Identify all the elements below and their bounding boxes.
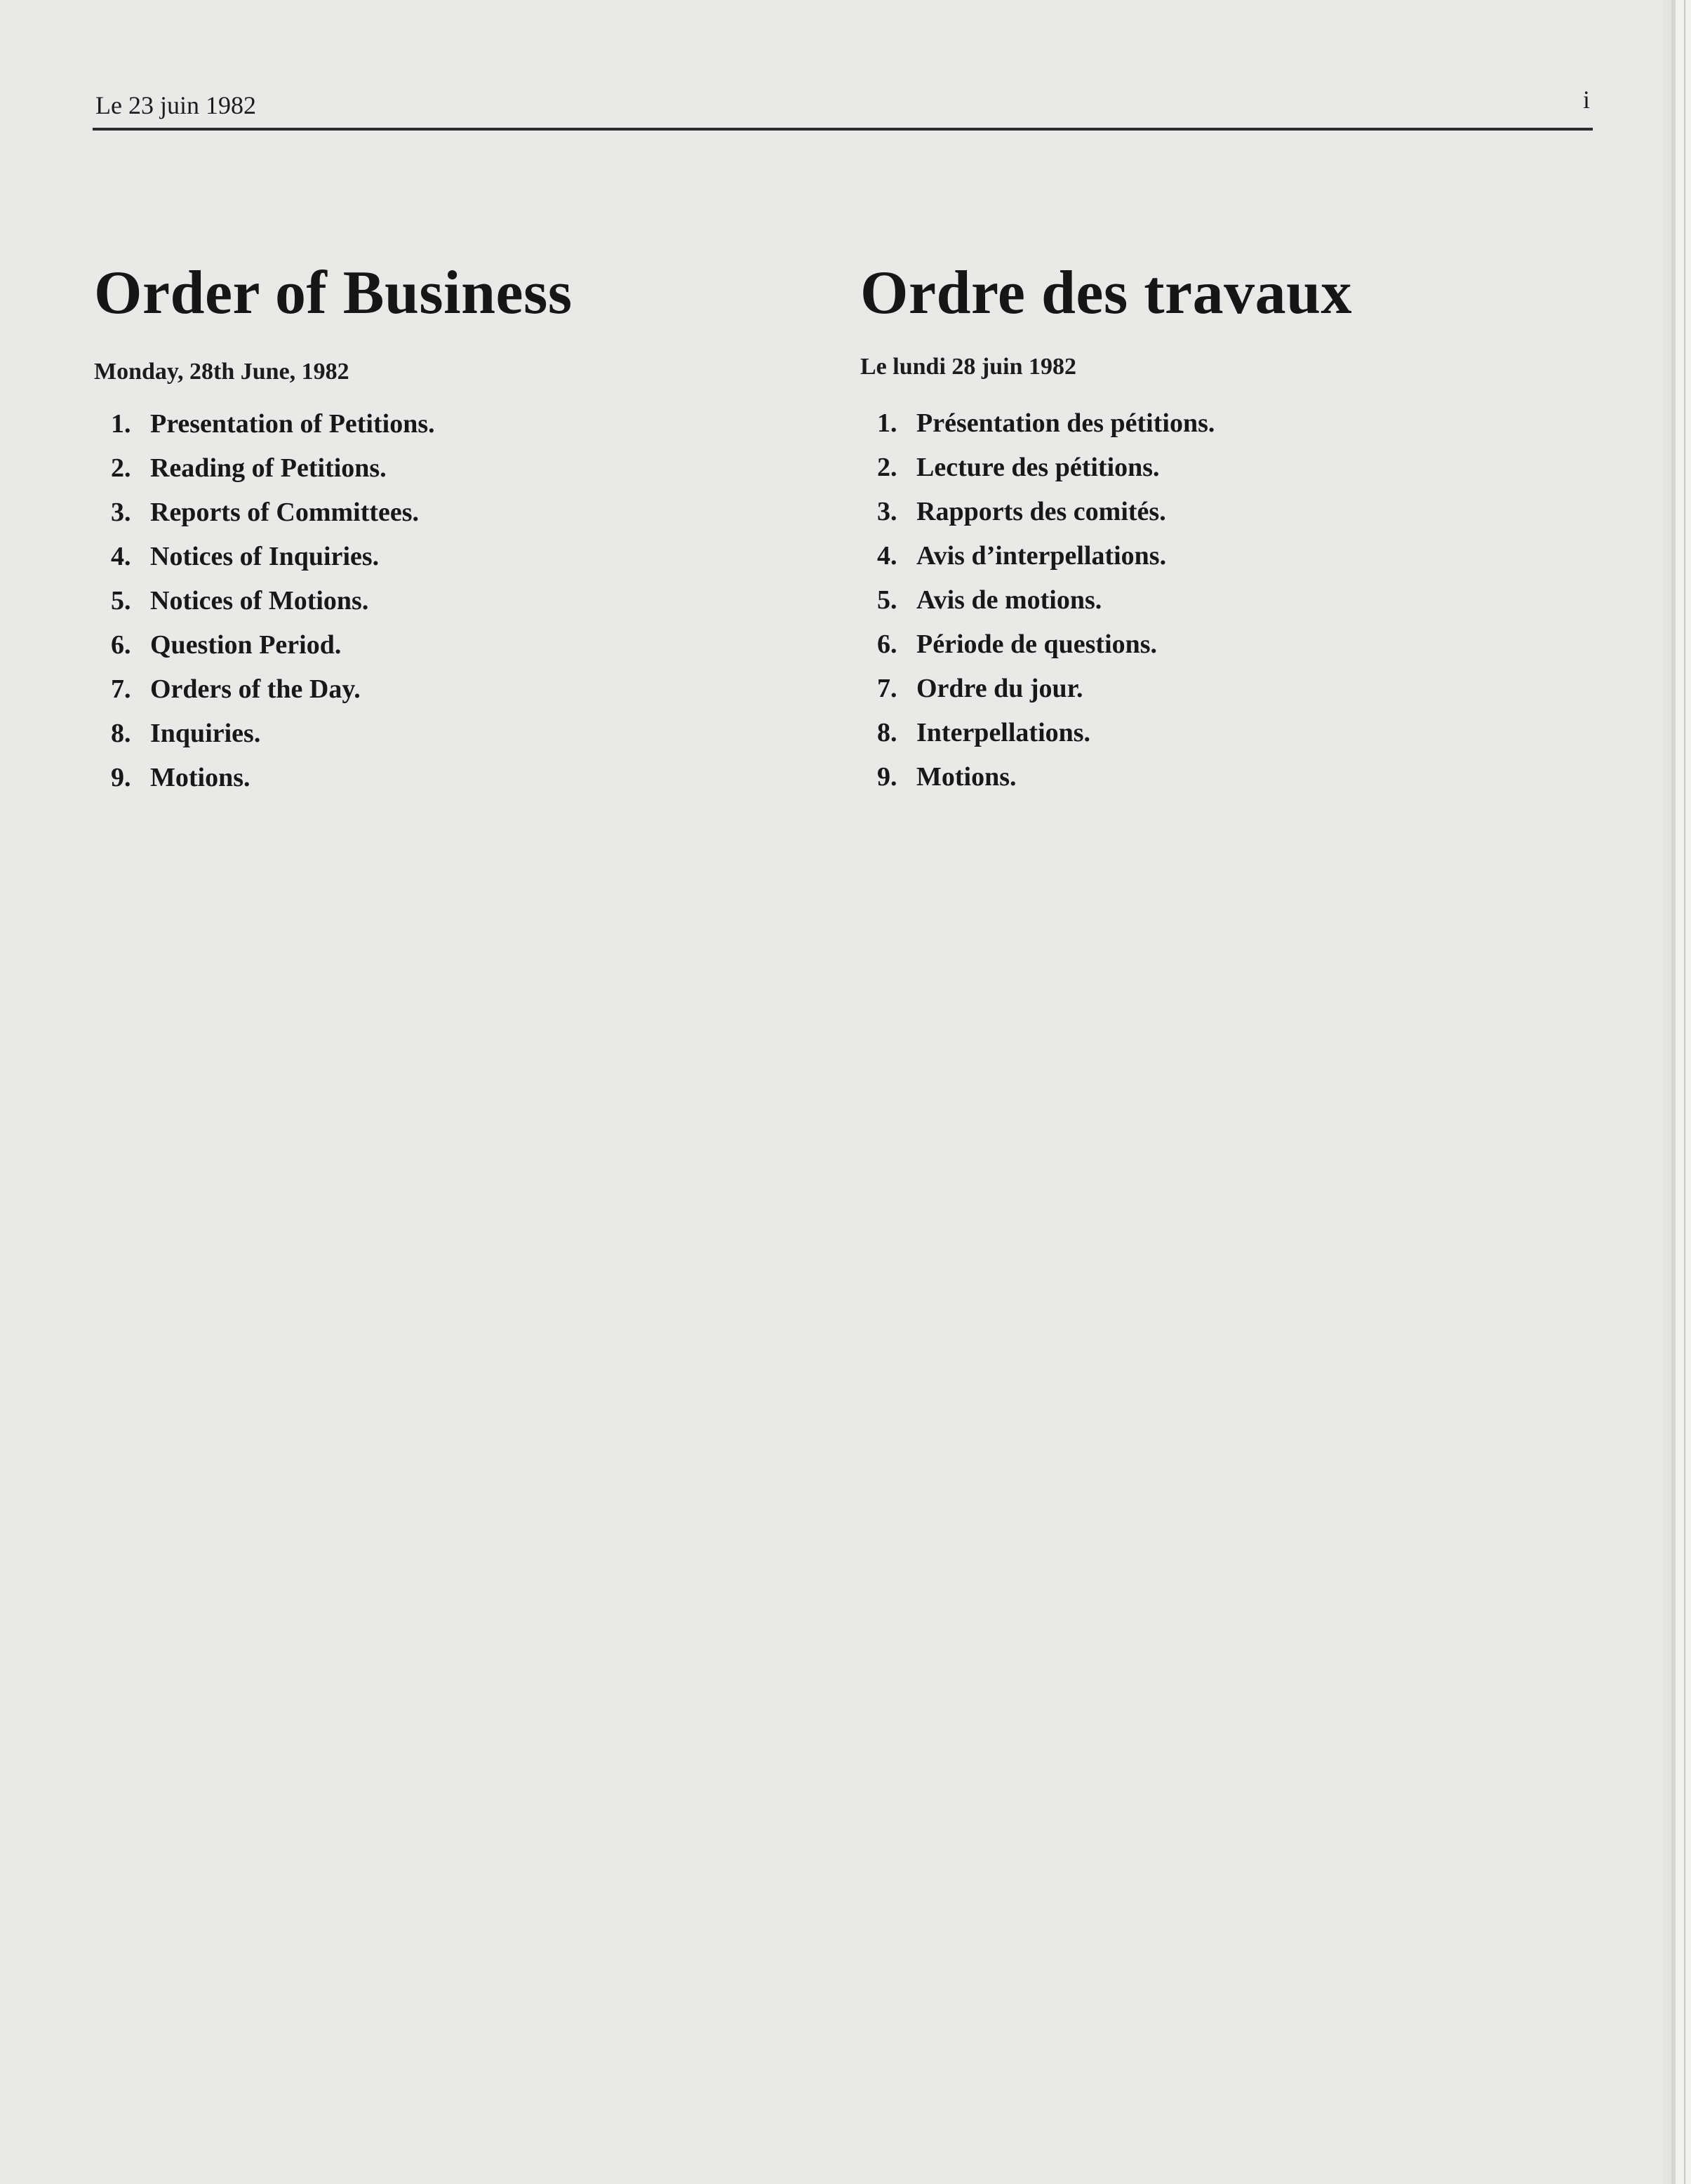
- item-label: Période de questions.: [916, 630, 1158, 659]
- item-number: 5.: [877, 585, 897, 615]
- item-label: Orders of the Day.: [150, 674, 361, 704]
- item-number: 3.: [877, 497, 897, 526]
- item-label: Inquiries.: [150, 719, 261, 748]
- list-item: [877, 755, 1604, 799]
- item-label: Avis de motions.: [916, 585, 1102, 615]
- item-label: Notices of Motions.: [150, 586, 369, 615]
- item-number: 2.: [111, 453, 131, 483]
- item-label: Lecture des pétitions.: [916, 453, 1160, 482]
- page-edge: [1676, 0, 1691, 2184]
- item-number: 9.: [111, 763, 131, 792]
- item-label: Motions.: [150, 763, 250, 792]
- list-item: [111, 579, 838, 623]
- list-item: [877, 667, 1604, 711]
- item-label: Ordre du jour.: [916, 674, 1083, 703]
- item-number: 7.: [877, 674, 897, 703]
- item-number: 9.: [877, 762, 897, 792]
- list-item: [877, 446, 1604, 490]
- item-number: 2.: [877, 453, 897, 482]
- item-number: 5.: [111, 586, 131, 615]
- english-title: Order of Business: [94, 259, 573, 327]
- list-item: [877, 490, 1604, 534]
- list-item: [111, 667, 838, 712]
- english-date: Monday, 28th June, 1982: [94, 359, 349, 385]
- item-number: 6.: [111, 630, 131, 660]
- item-label: Interpellations.: [916, 718, 1091, 747]
- list-item: [877, 622, 1604, 667]
- list-item: [877, 534, 1604, 578]
- item-label: Question Period.: [150, 630, 342, 660]
- list-item: [111, 756, 838, 800]
- french-order-list: [860, 401, 1604, 799]
- french-date: Le lundi 28 juin 1982: [860, 354, 1076, 380]
- item-label: Présentation des pétitions.: [916, 408, 1215, 438]
- item-label: Reports of Committees.: [150, 498, 420, 527]
- item-number: 4.: [111, 542, 131, 571]
- item-number: 6.: [877, 630, 897, 659]
- item-number: 1.: [877, 408, 897, 438]
- list-item: [111, 712, 838, 756]
- page-number: i: [1582, 86, 1590, 114]
- item-number: 8.: [111, 719, 131, 748]
- item-number: 4.: [877, 541, 897, 571]
- item-label: Reading of Petitions.: [150, 453, 387, 483]
- list-item: [111, 446, 838, 491]
- english-column: [94, 258, 838, 800]
- item-number: 8.: [877, 718, 897, 747]
- list-item: [111, 402, 838, 446]
- list-item: [877, 578, 1604, 622]
- header-rule: [93, 128, 1593, 131]
- list-item: [111, 535, 838, 579]
- item-number: 1.: [111, 409, 131, 439]
- list-item: [111, 491, 838, 535]
- item-label: Notices of Inquiries.: [150, 542, 380, 571]
- item-label: Motions.: [916, 762, 1017, 792]
- french-title: Ordre des travaux: [860, 259, 1353, 327]
- item-label: Presentation of Petitions.: [150, 409, 435, 439]
- list-item: [111, 623, 838, 667]
- item-number: 3.: [111, 498, 131, 527]
- header-date: Le 23 juin 1982: [95, 91, 256, 119]
- list-item: [877, 711, 1604, 755]
- item-label: Rapports des comités.: [916, 497, 1166, 526]
- page-edge: [1684, 0, 1685, 2184]
- list-item: [877, 401, 1604, 446]
- item-number: 7.: [111, 674, 131, 704]
- french-column: [860, 258, 1604, 799]
- item-label: Avis d’interpellations.: [916, 541, 1167, 571]
- english-order-list: [94, 402, 838, 800]
